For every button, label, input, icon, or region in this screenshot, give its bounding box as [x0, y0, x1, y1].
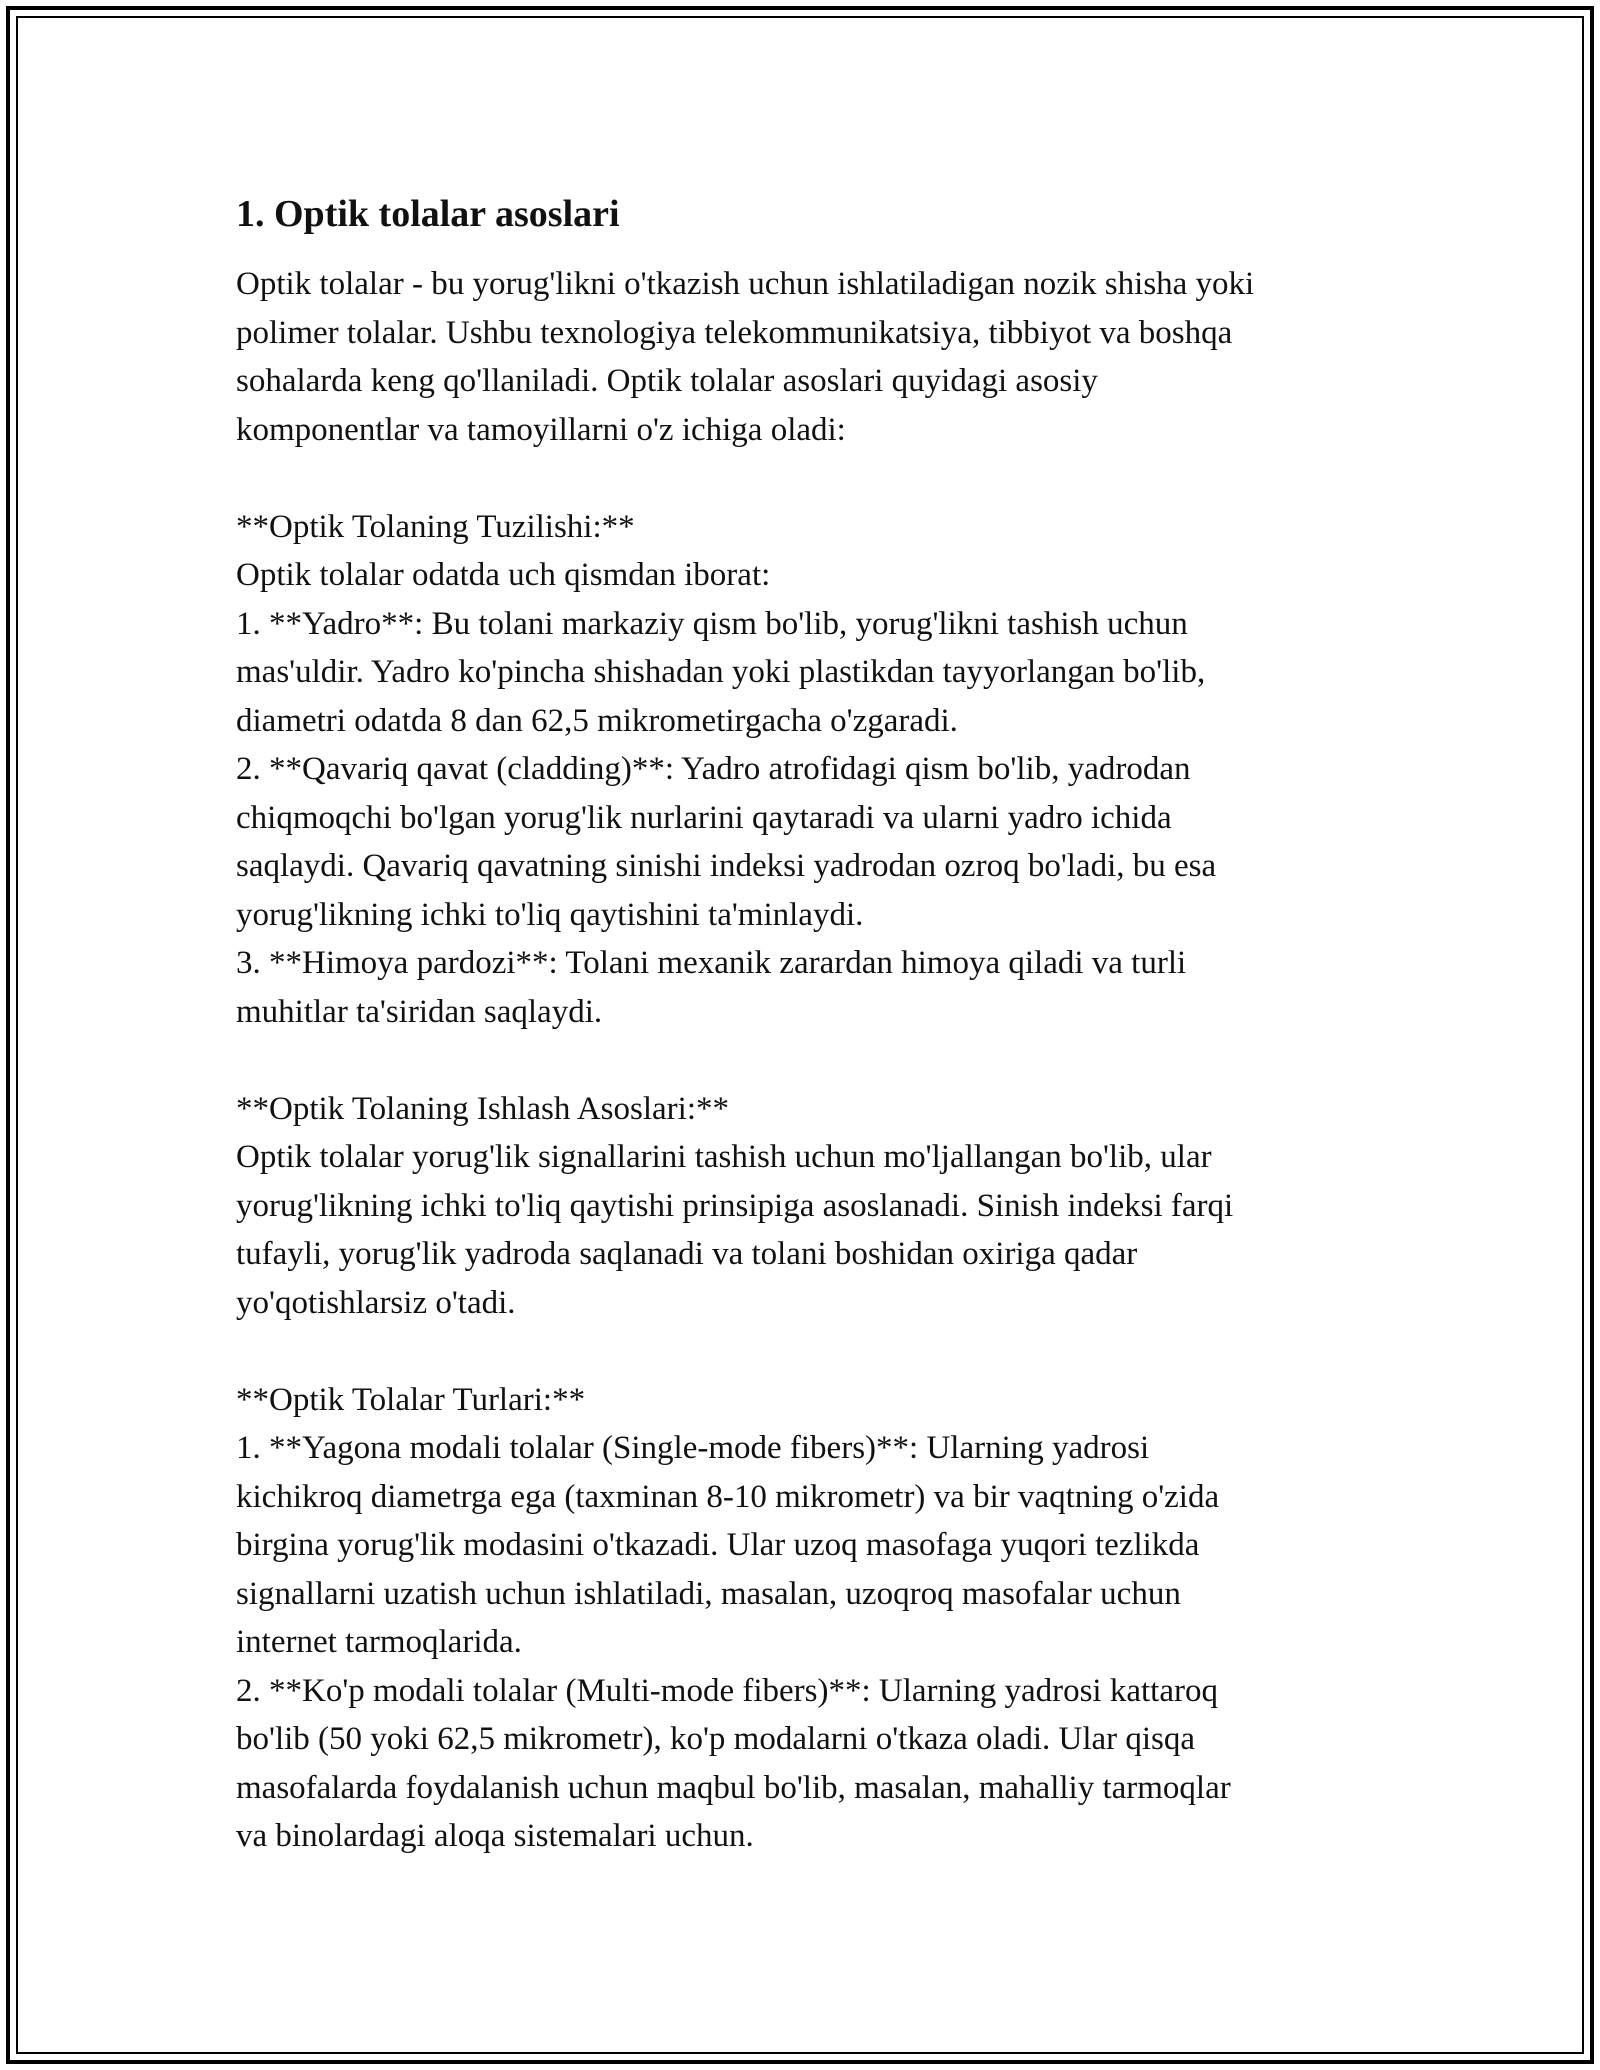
text-line: komponentlar va tamoyillarni o'z ichiga oladi: — [236, 411, 846, 448]
document-body — [236, 186, 1386, 1861]
blank-line — [236, 1036, 1386, 1085]
list-item-line: 2. **Ko'p modali tolalar (Multi-mode fibers)**: Ularning yadrosi kattaroq — [236, 1672, 1218, 1709]
blank-line — [236, 1327, 1386, 1376]
subheading-line: **Optik Tolaning Tuzilishi:** — [236, 508, 635, 545]
text-line: internet tarmoqlarida. — [236, 1624, 522, 1660]
body-text — [236, 260, 1386, 1861]
list-item-line: 3. **Himoya pardozi**: Tolani mexanik zarardan himoya qiladi va turli — [236, 945, 1187, 981]
text-line: signallarni uzatish uchun ishlatiladi, masalan, uzoqroq masofalar uchun — [236, 1575, 1181, 1612]
blank-line — [236, 454, 1386, 503]
subheading-line: **Optik Tolaning Ishlash Asoslari:** — [236, 1090, 729, 1127]
text-line: tufayli, yorug'lik yadroda saqlanadi va tolani boshidan oxiriga qadar — [236, 1236, 1138, 1272]
text-line: yo'qotishlarsiz o'tadi. — [236, 1284, 516, 1321]
subheading-line: **Optik Tolalar Turlari:** — [236, 1381, 586, 1418]
text-line: yorug'likning ichki to'liq qaytishi prinsipiga asoslanadi. Sinish indeksi farqi — [236, 1187, 1234, 1224]
text-line: masofalarda foydalanish uchun maqbul bo'lib, masalan, mahalliy tarmoqlar — [236, 1769, 1231, 1806]
text-line: Optik tolalar odatda uch qismdan iborat: — [236, 557, 771, 593]
text-line: diametri odatda 8 dan 62,5 mikrometirgacha o'zgaradi. — [236, 702, 958, 739]
list-item-line: 2. **Qavariq qavat (cladding)**: Yadro atrofidagi qism bo'lib, yadrodan — [236, 751, 1191, 787]
text-line: Optik tolalar yorug'lik signallarini tashish uchun mo'ljallangan bo'lib, ular — [236, 1139, 1212, 1175]
section-heading: 1. Optik tolalar asoslari — [236, 193, 620, 235]
text-line: chiqmoqchi bo'lgan yorug'lik nurlarini qaytaradi va ularni yadro ichida — [236, 799, 1172, 836]
text-line: kichikroq diametrga ega (taxminan 8-10 mikrometr) va bir vaqtning o'zida — [236, 1478, 1220, 1515]
text-line: saqlaydi. Qavariq qavatning sinishi indeksi yadrodan ozroq bo'ladi, bu esa — [236, 848, 1217, 884]
text-line: birgina yorug'lik modasini o'tkazadi. Ular uzoq masofaga yuqori tezlikda — [236, 1527, 1200, 1563]
text-line: va binolardagi aloqa sistemalari uchun. — [236, 1818, 754, 1854]
text-line: yorug'likning ichki to'liq qaytishini ta'minlaydi. — [236, 896, 864, 933]
text-line: polimer tolalar. Ushbu texnologiya telekommunikatsiya, tibbiyot va boshqa — [236, 314, 1233, 351]
list-item-line: 1. **Yagona modali tolalar (Single-mode fibers)**: Ularning yadrosi — [236, 1430, 1150, 1466]
text-line: Optik tolalar - bu yorug'likni o'tkazish uchun ishlatiladigan nozik shisha yoki — [236, 266, 1255, 302]
text-line: muhitlar ta'siridan saqlaydi. — [236, 993, 603, 1030]
list-item-line: 1. **Yadro**: Bu tolani markaziy qism bo'lib, yorug'likni tashish uchun — [236, 605, 1188, 642]
text-line: sohalarda keng qo'llaniladi. Optik tolalar asoslari quyidagi asosiy — [236, 363, 1098, 399]
text-line: bo'lib (50 yoki 62,5 mikrometr), ko'p modalarni o'tkaza oladi. Ular qisqa — [236, 1721, 1196, 1757]
text-line: mas'uldir. Yadro ko'pincha shishadan yoki plastikdan tayyorlangan bo'lib, — [236, 654, 1206, 690]
